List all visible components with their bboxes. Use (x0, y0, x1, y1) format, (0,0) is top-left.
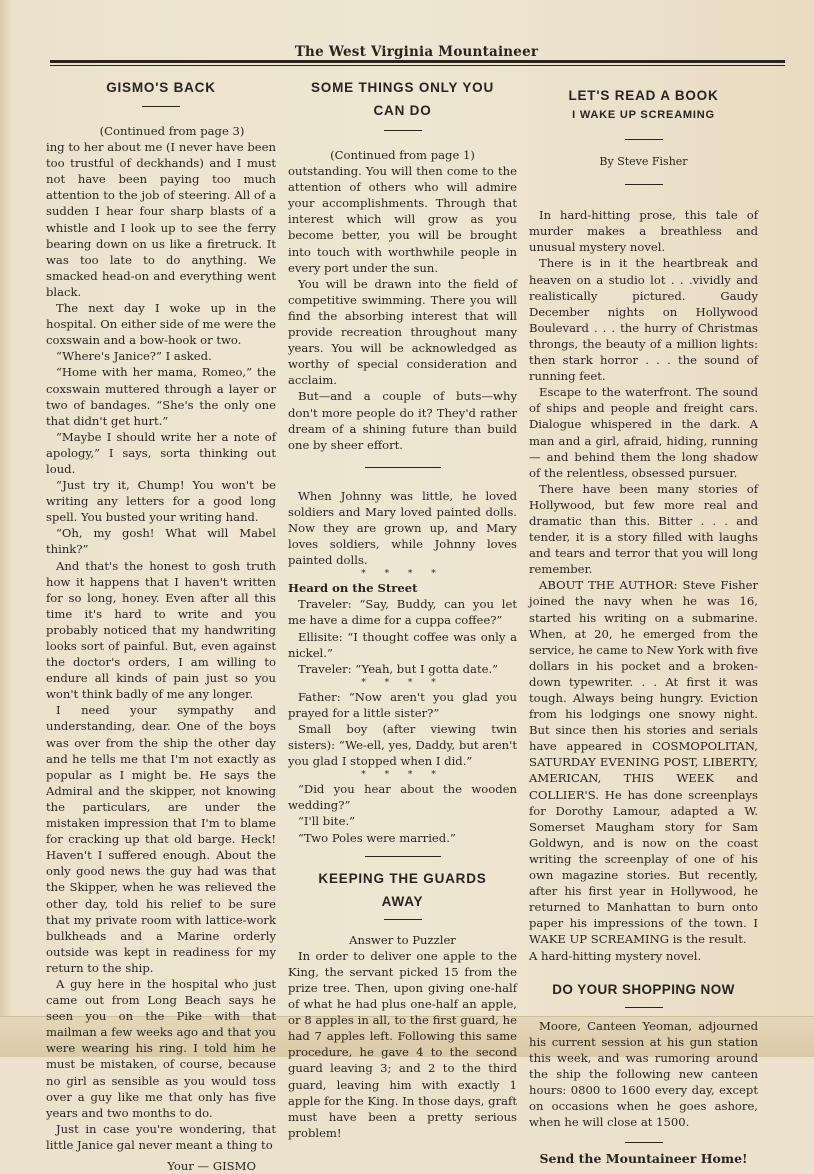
guards-title-line1: KEEPING THE GUARDS (318, 870, 487, 886)
gismo-continued: (Continued from page 3) (99, 124, 245, 138)
gismo-paragraph: “Oh, my gosh! What will Mabel think?” (46, 526, 276, 557)
masthead-rule (50, 60, 785, 63)
book-paragraph: There is in it the heartbreak and heaven on a studio lot . . .vividly and realistically pictured. Gaudy December nights on Hollywood Boulevard . . . the hurry of Christmas throngs, the beauty of a million lights: then stark horror . . . the sound of running feet. (529, 256, 758, 384)
column-book (529, 72, 758, 1167)
father-line: Small boy (after viewing twin sisters): “We-ell, yes, Daddy, but aren't you glad I stopped when I did.” (288, 722, 517, 769)
gismo-signature: Your — GISMO (167, 1159, 256, 1173)
things-title-line1: SOME THINGS ONLY YOU (310, 80, 495, 95)
guards-body: In order to deliver one apple to the King, the servant picked 15 from the prize tree. Then, upon giving one-half of what he had plus one-half an apple, or 8 apples in all, to the first guard, he had 7 apples left. Following this same procedure, he gave 4 to the second guard leaving 3; and 2 to the third guard, leaving him with exactly 1 apple for the King. In those days, graft must have been a pretty serious problem! (288, 948, 517, 1140)
separator (384, 130, 422, 131)
separator (365, 856, 441, 857)
guards-subtitle: Answer to Puzzler (349, 932, 456, 947)
gismo-paragraph: I need your sympathy and understanding, dear. One of the boys was over from the ship the other day and he tells me that I'm not exactly as popular as I might be. He says the Admiral and the skipper, not knowing the particulars, are under the mistaken impression that I'm to blame for cracking up that old barge. Heck! Haven't I suffered enough. About the only good news the guy had was that the Skipper, when he was relieved the other day, told his relief to be sure that my private room with lattice-work bulkheads and a Marine orderly outside was kept in readiness for my return to the ship. (46, 703, 276, 975)
separator (384, 919, 422, 920)
stars-divider: * * * * (361, 770, 444, 781)
masthead: The West Virginia Mountaineer (294, 44, 539, 60)
separator (365, 467, 441, 468)
book-subtitle: I WAKE UP SCREAMING (572, 109, 715, 121)
father-line: Father: “Now aren't you glad you prayed for a little sister?” (288, 689, 517, 720)
gismo-paragraph: ing to her about me (I never have been too trustful of deckhands) and I must not have been paying too much attention to the job of steering. All of a sudden I hear four sharp blasts of a whistle and I look up to see the ferry bearing down on us like a firetruck. It was too late to do anything. We smacked head-on and everything went black. (46, 140, 276, 299)
gismo-paragraph: Just in case you're wondering, that little Janice gal never meant a thing to (46, 1121, 276, 1152)
book-paragraph: There have been many stories of Hollywood, but few more real and dramatic than this. Bitter . . . and tender, it is a story filled with laughs and tears and terror that you will long remember. (529, 481, 758, 577)
poles-line: “Did you hear about the wooden wedding?” (288, 782, 517, 813)
gismo-paragraph: “Where's Janice?” I asked. (56, 349, 212, 364)
gismo-paragraph: “Home with her mama, Romeo,” the coxswain muttered through a layer or two of bandages. “She's the only one that didn't get hurt.” (46, 365, 276, 428)
book-paragraph: In hard-hitting prose, this tale of murder makes a breathless and unusual mystery novel. (529, 208, 758, 255)
column-gismo (46, 72, 276, 1174)
street-line: Ellisite: “I thought coffee was only a nickel.” (288, 629, 517, 660)
masthead-rule-thin (50, 65, 785, 66)
gismo-paragraph: “Just try it, Chump! You won't be writing any letters for a good long spell. You busted your writing hand. (46, 478, 276, 525)
poles-line: “Two Poles were married.” (298, 830, 456, 845)
separator (142, 106, 180, 107)
footer-slogan: Send the Mountaineer Home! (539, 1151, 748, 1167)
guards-title-line2: AWAY (381, 893, 424, 909)
separator (625, 184, 663, 185)
street-heading: Heard on the Street (288, 581, 418, 596)
separator (625, 1142, 663, 1143)
gismo-title: GISMO'S BACK (106, 80, 216, 95)
stars-divider: * * * * (361, 677, 444, 688)
things-paragraph: outstanding. You will then come to the attention of others who will admire your accomplishments. Through that interest which will grow as you become better, you will be brought into touch with worthwhile people in every port under the sun. (288, 164, 517, 275)
poles-line: “I'll bite.” (298, 814, 356, 829)
things-paragraph: You will be drawn into the field of competitive swimming. There you will find the absorbing interest that will provide recreation throughout many years. You will be acknowledged as worthy of special consideration and acclaim. (288, 276, 517, 388)
gismo-paragraph: “Maybe I should write her a note of apology,” I says, sorta thinking out loud. (46, 429, 276, 476)
gismo-paragraph: And that's the honest to gosh truth how it happens that I haven't written for so long, honey. Even after all this time it's hard to write and you probably noticed that my handwriting looks sort of painful. But, even against the doctor's orders, I am willing to endure all kinds of pain just so you won't think badly of me any longer. (46, 558, 276, 702)
book-paragraph: ABOUT THE AUTHOR: Steve Fisher joined the navy when he was 16, started his writing on a submarine. When, at 20, he emerged from the service, he came to New York with five dollars in his pocket and a broken-down typewriter. . . At first it was tough. Always being hungry. Eviction from his lodgings one snowy night. But since then his stories and serials have appeared in COSMOPOLITAN, SATURDAY EVENING POST, LIBERTY, AMERICAN, THIS WEEK and COLLIER'S. He has done screenplays for Dorothy Lamour, adapted a W. Somerset Maugham story for Sam Goldwyn, and is now on the coast writing the screenplay of one of his own magazine stories. But recently, after his first year in Hollywood, he returned to Manhattan to burn onto paper his impressions of the town. I WAKE UP SCREAMING is the result. (529, 578, 758, 947)
gismo-paragraph: The next day I woke up in the hospital. On either side of me were the coxswain and a bow-hook or two. (46, 301, 276, 348)
stars-divider: * * * * (361, 569, 444, 580)
book-paragraph: Escape to the waterfront. The sound of ships and people and freight cars. Dialogue whispered in the dark. A man and a girl, afraid, hiding, running — and behind them the long shadow of the relentless, obsessed pursuer. (529, 385, 758, 480)
shopping-body: Moore, Canteen Yeoman, adjourned his current session at his gun station this week, and was rumoring around the ship the following new canteen hours: 0800 to 1600 every day, except on occasions when he goes ashore, when he will close at 1500. (529, 1018, 758, 1130)
book-paragraph: A hard-hitting mystery novel. (529, 948, 702, 963)
street-line: Traveler: “Say, Buddy, can you let me have a dime for a cuppa coffee?” (288, 597, 517, 628)
book-byline: By Steve Fisher (599, 155, 688, 169)
separator (625, 1007, 663, 1008)
shopping-title: DO YOUR SHOPPING NOW (552, 981, 735, 997)
street-line: Traveler: “Yeah, but I gotta date.” (298, 661, 499, 676)
column-things (288, 72, 517, 1141)
gismo-paragraph: A guy here in the hospital who just came out from Long Beach says he seen you on the Pike with that mailman a few weeks ago and that you were wearing his ring. I told him he must be mistaken, of course, because no girl as sensible as you would toss over a guy like me that only has five years and two months to do. (46, 976, 276, 1120)
things-paragraph: But—and a couple of buts—why don't more people do it? They'd rather dream of a shining future than build one by sheer effort. (288, 389, 517, 452)
book-title: LET'S READ A BOOK (568, 88, 719, 103)
johnny-paragraph: When Johnny was little, he loved soldiers and Mary loved painted dolls. Now they are grown up, and Mary loves soldiers, while Johnny loves painted dolls. (288, 488, 517, 568)
things-continued: (Continued from page 1) (330, 148, 475, 162)
things-title-line2: CAN DO (373, 103, 432, 118)
separator (625, 139, 663, 140)
